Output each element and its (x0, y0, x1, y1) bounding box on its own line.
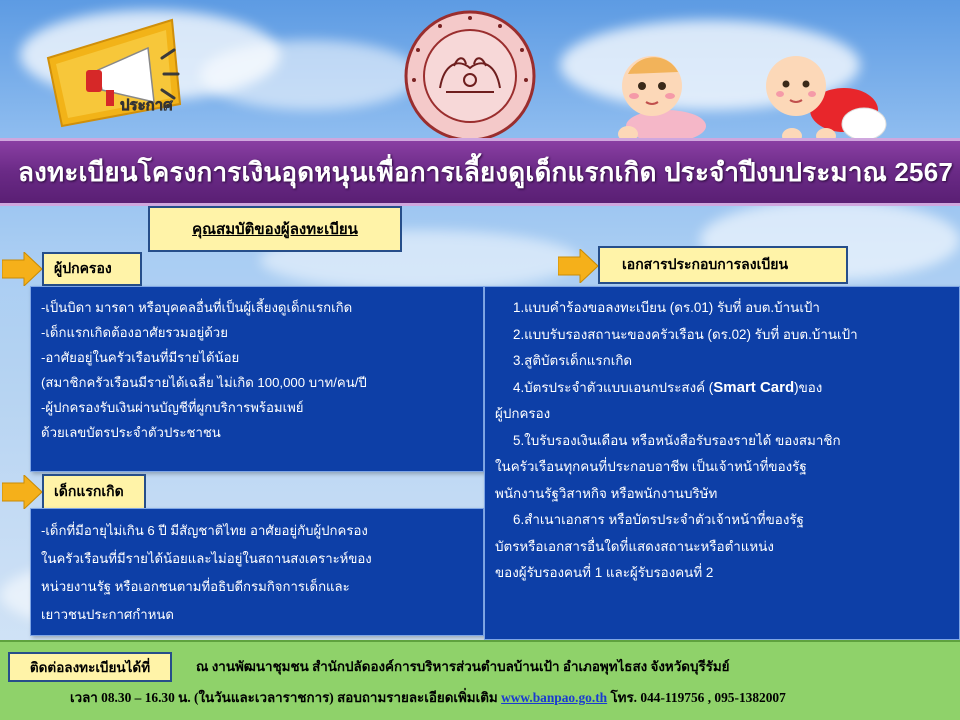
newborn-label: เด็กแรกเกิด (42, 474, 146, 510)
crawling-baby-illustration (598, 42, 718, 152)
list-item: -ผู้ปกครองรับเงินผ่านบัญชีที่ผูกบริการพร้อมเพย์ (41, 400, 304, 415)
contact-hours-text: เวลา 08.30 – 16.30 น. (ในวันและเวลาราชการ) สอบถามรายละเอียดเพิ่มเติม (70, 690, 502, 705)
list-item: หน่วยงานรัฐ หรือเอกชนตามที่อธิบดีกรมกิจการเด็กและ (41, 579, 350, 594)
doc-text: 4.บัตรประจำตัวแบบเอนกประสงค์ ( (513, 379, 714, 395)
announce-label: ประกาศ (120, 97, 173, 114)
list-item: ผู้ปกครอง (495, 406, 551, 421)
list-item: ด้วยเลขบัตรประจำตัวประชาชน (41, 425, 221, 440)
contact-label: ติดต่อลงทะเบียนได้ที่ (8, 652, 172, 682)
crawling-baby-illustration (752, 40, 892, 150)
arrow-right-icon (2, 252, 42, 286)
contact-hours (70, 687, 786, 708)
list-item: ในครัวเรือนที่มีรายได้น้อยและไม่อยู่ในสถานสงเคราะห์ของ (41, 551, 372, 566)
contact-phone: โทร. 044-119756 , 095-1382007 (607, 690, 786, 705)
list-item: -เด็กที่มีอายุไม่เกิน 6 ปี มีสัญชาติไทย อาศัยอยู่กับผู้ปกครอง (41, 523, 368, 538)
guardian-label: ผู้ปกครอง (42, 252, 142, 286)
list-item: ในครัวเรือนทุกคนที่ประกอบอาชีพ เป็นเจ้าหน้าที่ของรัฐ (495, 459, 807, 474)
guardian-qualifications-panel (30, 286, 484, 472)
list-item: -เด็กแรกเกิดต้องอาศัยรวมอยู่ด้วย (41, 325, 228, 340)
contact-address: ณ งานพัฒนาชุมชน สำนักปลัดองค์การบริหารส่วนตำบลบ้านเป้า อำเภอพุทไธสง จังหวัดบุรีรัมย์ (196, 659, 730, 674)
list-item: ของผู้รับรองคนที่ 1 และผู้รับรองคนที่ 2 (495, 565, 714, 580)
list-item (495, 375, 949, 402)
list-item: -อาศัยอยู่ในครัวเรือนที่มีรายได้น้อย (41, 350, 240, 365)
list-item: 1.แบบคำร้องขอลงทะเบียน (ดร.01) รับที่ อบต.บ้านเป้า (513, 300, 820, 315)
list-item: 3.สูติบัตรเด็กแรกเกิด (513, 353, 633, 368)
page-title: ลงทะเบียนโครงการเงินอุดหนุนเพื่อการเลี้ยงดูเด็กแรกเกิด ประจำปีงบประมาณ 2567 (18, 156, 954, 187)
arrow-right-icon (558, 249, 598, 283)
list-item: เยาวชนประกาศกำหนด (41, 607, 174, 622)
arrow-right-icon (2, 475, 42, 509)
qualification-heading: คุณสมบัติของผู้ลงทะเบียน (192, 221, 358, 238)
list-item: 5.ใบรับรองเงินเดือน หรือหนังสือรับรองรายได้ ของสมาชิก (513, 432, 841, 448)
qualification-heading-box (148, 206, 402, 252)
website-link[interactable]: www.banpao.go.th (501, 690, 608, 705)
list-item: พนักงานรัฐวิสาหกิจ หรือพนักงานบริษัท (495, 485, 718, 501)
list-item: 2.แบบรับรองสถานะของครัวเรือน (ดร.02) รับที่ อบต.บ้านเป้า (513, 326, 858, 342)
list-item: (สมาชิกครัวเรือนมีรายได้เฉลี่ย ไม่เกิด 100,000 บาท/คน/ปี (41, 375, 367, 390)
doc-text: )ของ (794, 379, 823, 395)
contact-footer (0, 640, 960, 720)
organization-seal-icon (400, 6, 540, 146)
newborn-qualifications-panel (30, 508, 484, 636)
cloud-decoration (200, 40, 420, 110)
list-item: 6.สำเนาเอกสาร หรือบัตรประจำตัวเจ้าหน้าที่ของรัฐ (513, 512, 804, 527)
megaphone-icon (38, 14, 188, 132)
documents-label: เอกสารประกอบการลงเบียน (598, 246, 848, 284)
smart-card-text: Smart Card (713, 378, 795, 396)
list-item: -เป็นบิดา มารดา หรือบุคคลอื่นที่เป็นผู้เลี้ยงดูเด็กแรกเกิด (41, 300, 353, 315)
list-item: บัตรหรือเอกสารอื่นใดที่แสดงสถานะหรือตำแหน่ง (495, 538, 774, 554)
documents-panel (484, 286, 960, 640)
title-banner (0, 138, 960, 206)
